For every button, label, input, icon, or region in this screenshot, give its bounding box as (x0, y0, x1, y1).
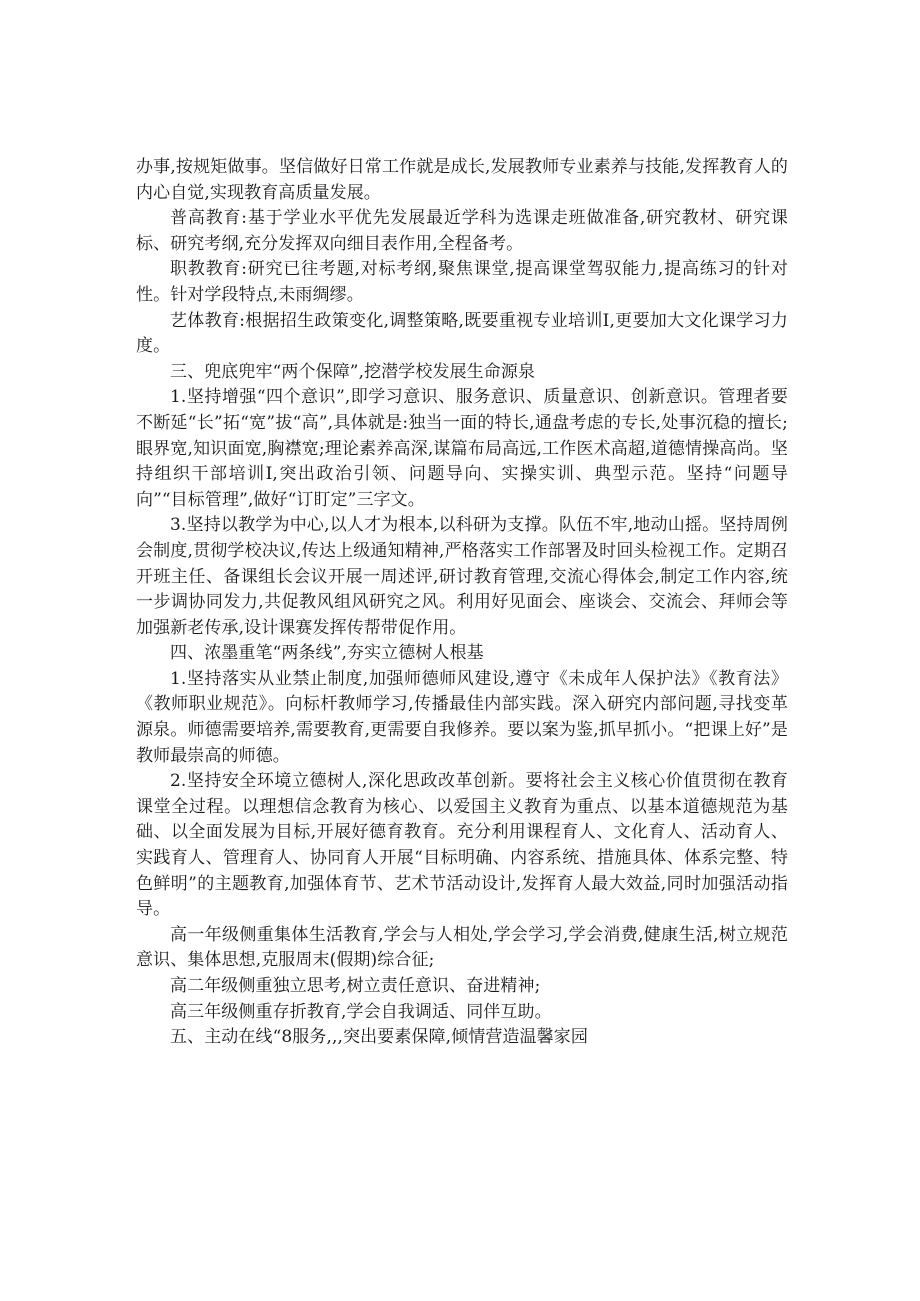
paragraph-teacher-ethics: 1.坚持落实从业禁止制度,加强师德师风建设,遵守《未成年人保护法》《教育法》《教师职业规范》。向标杆教师学习,传播最佳内部实践。深入研究内部问题,寻找变革源泉。师德需要培养,需要教育,更需要自我修养。要以案为鉴,抓早抓小。“把课上好”是教师最崇高的师德。 (136, 668, 788, 766)
paragraph-general-high-school: 普高教育:基于学业水平优先发展最近学科为选课走班做准备,研究教材、研究课标、研究考纲,充分发挥双向细目表作用,全程备考。 (136, 208, 788, 254)
paragraph-grade-10: 高一年级侧重集体生活教育,学会与人相处,学会学习,学会消费,健康生活,树立规范意识、集体思想,克服周末(假期)综合征; (136, 924, 788, 971)
paragraph-four-awareness: 1.坚持增强“四个意识”,即学习意识、服务意识、质量意识、创新意识。管理者要不断延“长”拓“宽”拔“高”,具体就是:独当一面的特长,通盘考虑的专长,处事沉稳的擅长;眼界宽,知识面宽,胸襟宽;理论素养高深,谋篇布局高远,工作医术高超,道德情操高尚。坚持组织干部培训I,突出政治引领、问题导向、实操实训、典型示范。坚持“问题导向”“目标管理”,做好“订盯定”三字文。 (136, 387, 788, 510)
paragraph-teaching-center: 3.坚持以教学为中心,以人才为根本,以科研为支撑。队伍不牢,地动山摇。坚持周例会制度,贯彻学校决议,传达上级通知精神,严格落实工作部署及时回头检视工作。定期召开班主任、备课组长会议开展一周述评,研讨教育管理,交流心得体会,制定工作内容,统一步调协同发力,共促教风组风研究之风。利用好见面会、座谈会、交流会、拜师会等加强新老传承,设计课赛发挥传帮带促作用。 (136, 515, 788, 638)
paragraph-arts-sports-education: 艺体教育:根据招生政策变化,调整策略,既要重视专业培训I,更要加大文化课学习力度。 (136, 310, 788, 357)
paragraph-vocational-education: 职教教育:研究已往考题,对标考纲,聚焦课堂,提高课堂驾驭能力,提高练习的针对性。针对学段特点,未雨绸缪。 (136, 259, 788, 305)
paragraph-grade-12: 高三年级侧重存折教育,学会自我调适、同伴互助。 (170, 1001, 552, 1022)
paragraph-moral-education: 2.坚持安全环境立德树人,深化思政改革创新。要将社会主义核心价值贯彻在教育课堂全过程。以理想信念教育为核心、以爱国主义教育为重点、以基本道德规范为基础、以全面发展为目标,开展好德育教育。充分利用课程育人、文化育人、活动育人、实践育人、管理育人、协同育人开展“目标明确、内容系统、措施具体、体系完整、特色鲜明”的主题教育,加强体育节、艺术节活动设计,发挥育人最大效益,同时加强活动指导。 (136, 771, 788, 920)
paragraph-continuation: 办事,按规矩做事。坚信做好日常工作就是成长,发展教师专业素养与技能,发挥教育人的内心自觉,实现教育高质量发展。 (136, 157, 788, 203)
section-heading-3: 三、兜底兜牢“两个保障”,挖潜学校发展生命源泉 (170, 361, 536, 382)
section-heading-5: 五、主动在线“8服务,,,突出要素保障,倾情营造温馨家园 (170, 1027, 588, 1048)
section-heading-4: 四、浓墨重笔“两条线”,夯实立德树人根基 (170, 643, 484, 664)
paragraph-grade-11: 高二年级侧重独立思考,树立责任意识、奋进精神; (170, 976, 541, 996)
document-page (136, 155, 788, 1051)
